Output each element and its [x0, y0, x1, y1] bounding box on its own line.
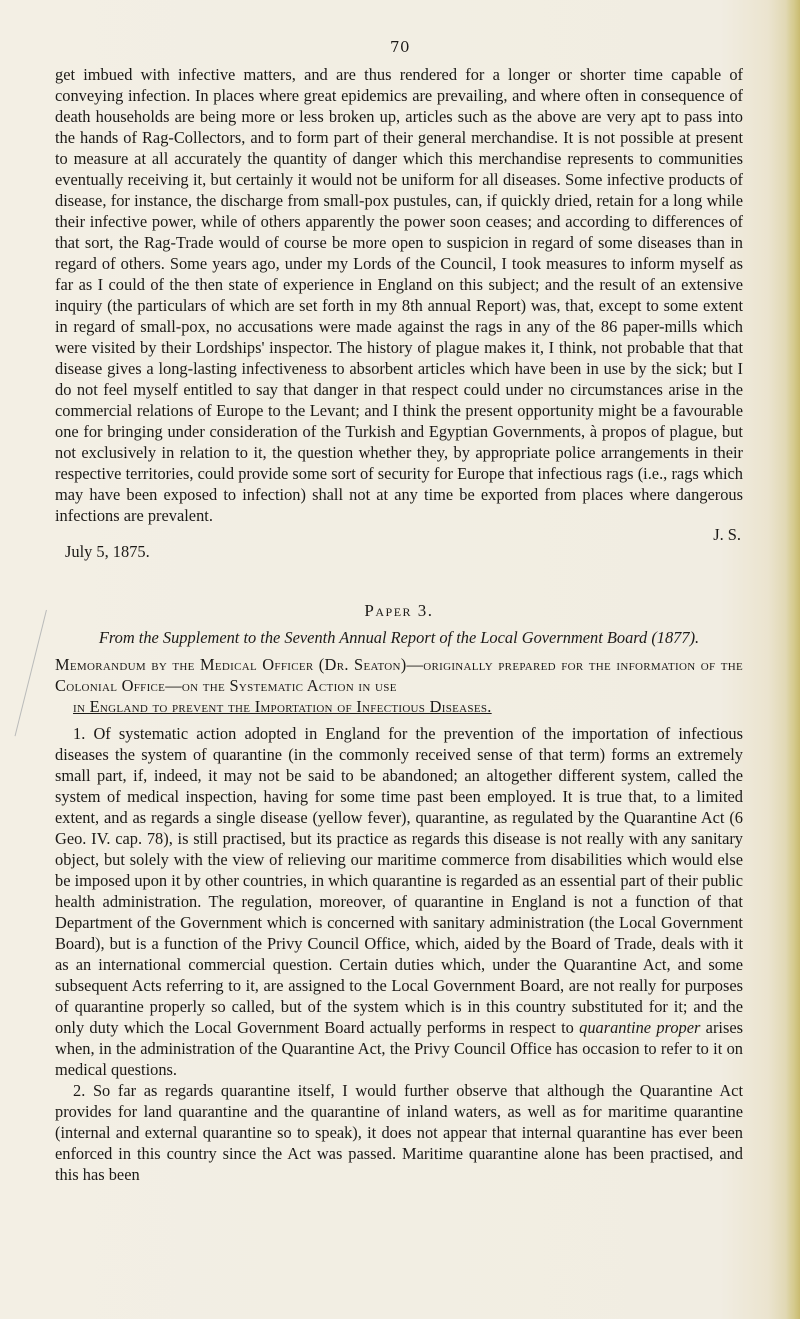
section-1-text-b: arises when, in the administration of the Quarantine Act, the Privy Council Office has occasion to refer to it on medical questions. — [55, 1018, 743, 1079]
paragraph: get imbued with infective matters, and are thus rendered for a longer or shorter time capable of conveying infection. In places where great epidemics are prevailing, and where often in consequence of death households are being more or less broken up, articles such as the above are very apt to pass into the hands of Rag-Collectors, and to form part of their general merchandise. It is not possible at present to measure at all accurately the quantity of danger which this merchandise represents to communities eventually receiving it, but certainly it would not be uniform for all diseases. Some infective products of disease, for instance, the discharge from small-pox pustules, can, if quickly dried, retain for a long while their infective power, while of others apparently the power soon ceases; and according to differences of that sort, the Rag-Trade would of course be more open to suspicion in regard of some diseases than in regard of others. Some years ago, under my Lords of the Council, I took measures to inform myself as far as I could of the then state of experience in England on this subject; and the result of an extensive inquiry (the particulars of which are set forth in my 8th annual Report) was, that, except to some extent in regard of small-pox, no accusations were made against the rags in any of the 86 paper-mills which were visited by their Lordships' inspector. The history of plague makes it, I think, not probable that that disease gives a long-lasting infectiveness to absorbent articles which have been in use by the sick; but I do not feel myself entitled to say that danger in that respect could under no circumstances arise in the commercial relations of Europe to the Levant; and I think the present opportunity might be a favourable one for bringing under consideration of the Turkish and Egyptian Governments, à propos of plague, but not exclusively in relation to it, the question whether they, by appropriate police arrangements in their respective territories, could provide some sort of security for Europe that infectious rags (i.e., rags which may have been exposed to infection) shall not at any time be exported from places where dangerous infections are prevalent. — [55, 65, 743, 525]
memorandum-title — [55, 654, 743, 717]
paper-heading: Paper 3. — [364, 601, 434, 620]
signature: J. S. — [713, 525, 741, 544]
section-1 — [55, 723, 743, 1080]
page-number: 70 — [389, 38, 411, 56]
memorandum-title-line1: Memorandum by the Medical Officer (Dr. Seaton)—originally prepared for the information of the Colonial Office—on the Systematic Action in use — [55, 655, 743, 695]
section-1-emphasis: quarantine proper — [579, 1018, 701, 1037]
source-citation: From the Supplement to the Seventh Annual Report of the Local Government Board (1877). — [98, 628, 700, 647]
section-2: 2. So far as regards quarantine itself, I would further observe that although the Quarantine Act provides for land quarantine and the quarantine of inland waters, as well as for maritime quarantine (internal and external quarantine so to speak), it does not appear that internal quarantine has ever been enforced in this country since the Act was passed. Maritime quarantine alone has been practised, and this has been — [55, 1081, 743, 1184]
body-text — [55, 64, 743, 1185]
page-edge-stain — [786, 0, 800, 1319]
memorandum-title-line2: in England to prevent the Importation of Infectious Diseases. — [73, 697, 492, 716]
date-line: July 5, 1875. — [65, 542, 150, 561]
section-1-text-a: 1. Of systematic action adopted in England for the prevention of the importation of infectious diseases the system of quarantine (in the commonly received sense of that term) forms an extremely small part, if, indeed, it may not be said to be abandoned; an altogether different system, called the system of medical inspection, having for some time past been employed. It is true that, to a limited extent, and as regards a single disease (yellow fever), quarantine, as regulated by the Quarantine Act (6 Geo. IV. cap. 78), is still practised, but its practice as regards this disease is not really with any sanitary object, but solely with the view of relieving our maritime commerce from disabilities which would else be imposed upon it by other countries, in which quarantine is regarded as an essential part of their public health administration. The regulation, moreover, of quarantine in England is not a function of that Department of the Government which is concerned with sanitary administration (the Local Government Board), but is a function of the Privy Council Office, which, aided by the Board of Trade, deals with it as an international commercial question. Certain duties which, under the Quarantine Act, and some subsequent Acts referring to it, are assigned to the Local Government Board, are not really for purposes of quarantine properly so called, but of the system which is in this country substituted for it; and the only duty which the Local Government Board actually performs in respect to — [55, 724, 743, 1037]
